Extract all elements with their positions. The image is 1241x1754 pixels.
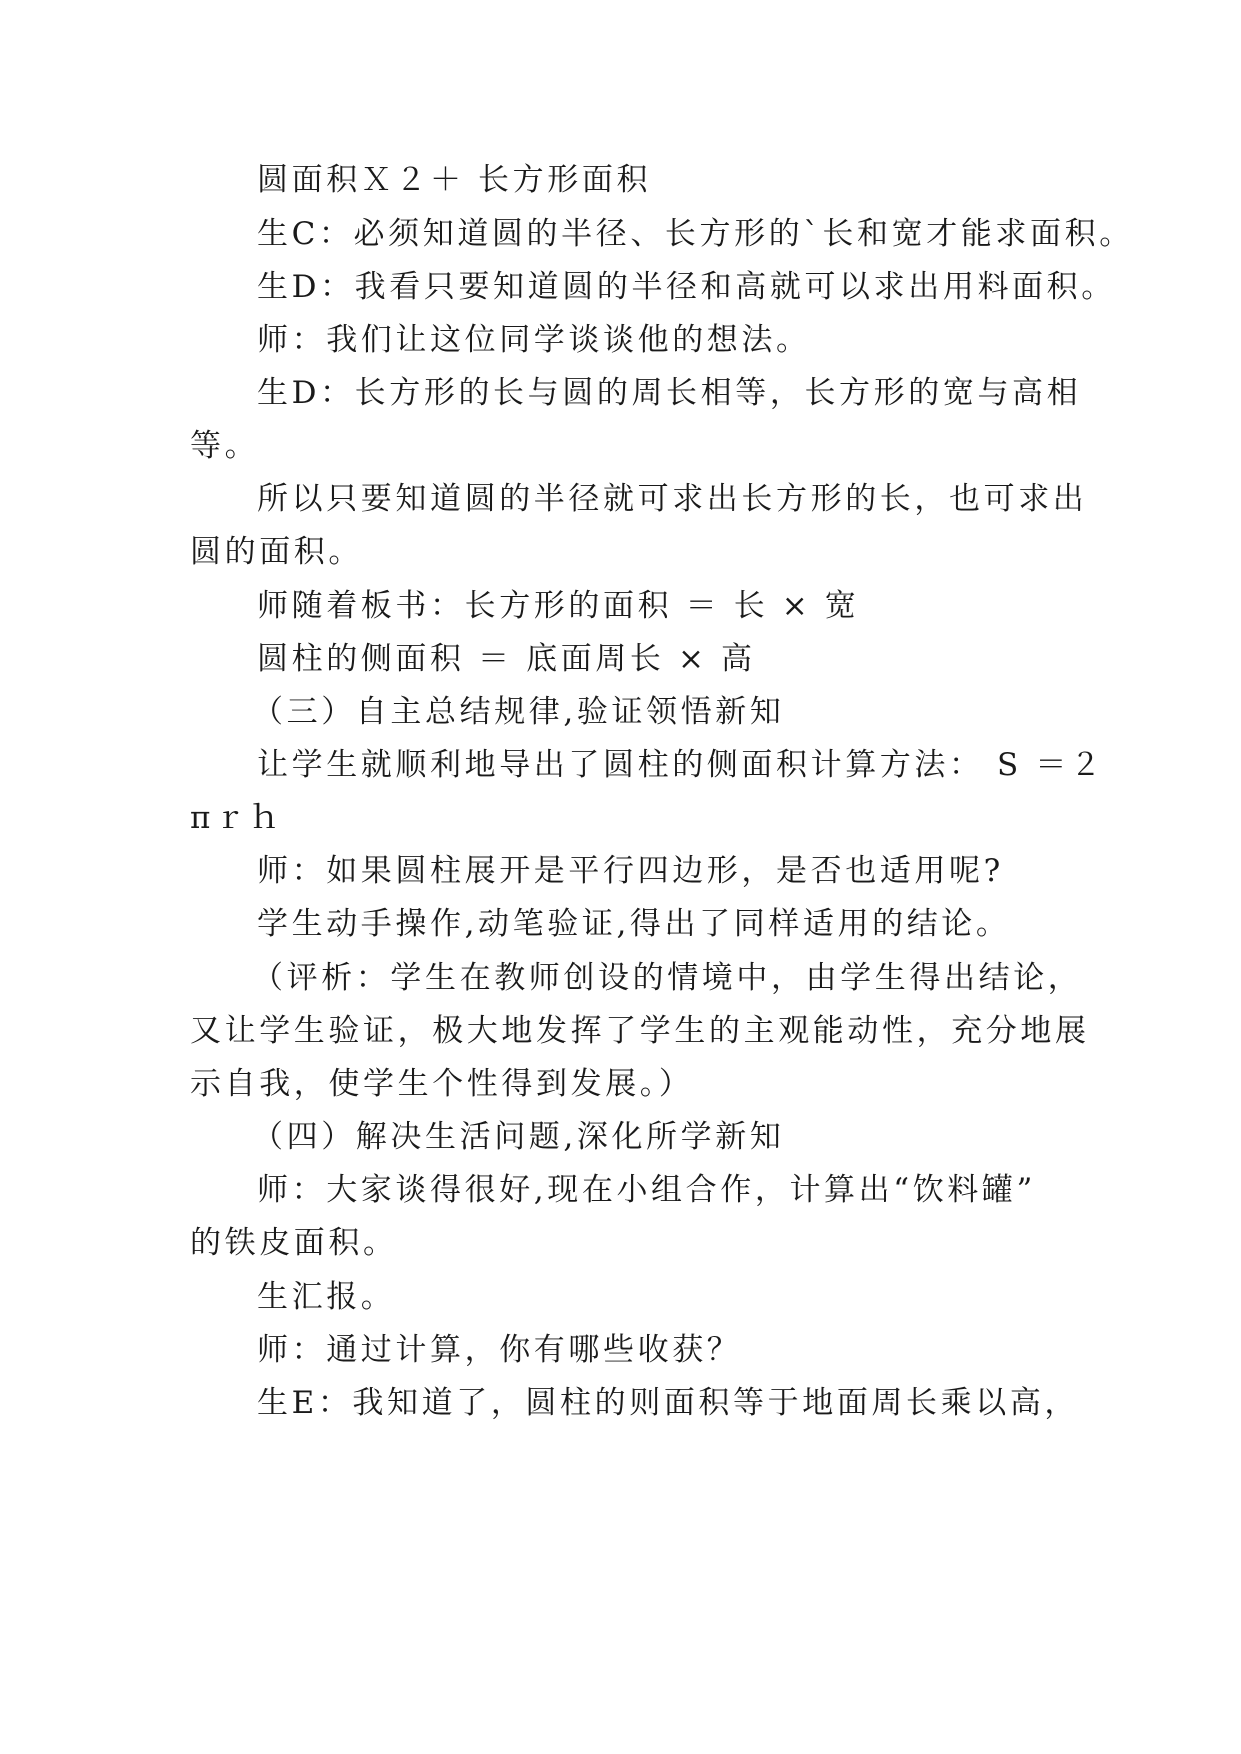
text-line-teacher-task-cont: 的铁皮面积。 (190, 1225, 398, 1261)
text-line-teacher-harvest: 师：通过计算，你有哪些收获？ (257, 1332, 742, 1368)
text-line-explanation-cont: 圆的面积。 (190, 534, 363, 570)
text-line-teacher-question: 师：如果圆柱展开是平行四边形，是否也适用呢? (257, 853, 1004, 889)
text-line-student-d-2-cont: 等。 (190, 428, 260, 464)
text-line-teacher-1: 师：我们让这位同学谈谈他的想法。 (257, 322, 811, 358)
text-line-commentary-3: 示自我，使学生个性得到发展。） (190, 1066, 694, 1102)
text-line-commentary-2: 又让学生验证，极大地发挥了学生的主观能动性，充分地展 (190, 1013, 1090, 1049)
text-line-commentary-1: （评析：学生在教师创设的情境中，由学生得出结论， (252, 960, 1083, 996)
section-heading-four: （四）解决生活问题,深化所学新知 (252, 1119, 785, 1155)
text-line-board-cylinder: 圆柱的侧面积 ＝ 底面周长 × 高 (257, 641, 756, 677)
text-line-student-report: 生汇报。 (257, 1279, 396, 1315)
text-line-board-rectangle: 师随着板书：长方形的面积 ＝ 长 × 宽 (257, 588, 860, 624)
text-line-student-c: 生C：必须知道圆的半径、长方形的`长和宽才能求面积。 (257, 216, 1134, 252)
section-heading-three: （三）自主总结规律,验证领悟新知 (252, 694, 785, 730)
text-line-lateral-formula-cont: πｒｈ (190, 800, 284, 836)
text-line-student-verify: 学生动手操作,动笔验证,得出了同样适用的结论。 (257, 906, 1011, 942)
text-line-student-d-1: 生D：我看只要知道圆的半径和高就可以求出用料面积。 (257, 269, 1116, 305)
text-line-formula-surface-area: 圆面积Ｘ２＋ 长方形面积 (257, 162, 652, 198)
text-line-explanation: 所以只要知道圆的半径就可求出长方形的长，也可求出 (257, 481, 1088, 517)
text-line-lateral-formula: 让学生就顺利地导出了圆柱的侧面积计算方法： S ＝２ (257, 747, 1105, 783)
text-line-student-d-2: 生D：长方形的长与圆的周长相等，长方形的宽与高相 (257, 375, 1082, 411)
text-line-student-e: 生E：我知道了，圆柱的则面积等于地面周长乘以高， (257, 1385, 1080, 1421)
text-line-teacher-task: 师：大家谈得很好,现在小组合作，计算出“饮料罐” (257, 1172, 1036, 1208)
